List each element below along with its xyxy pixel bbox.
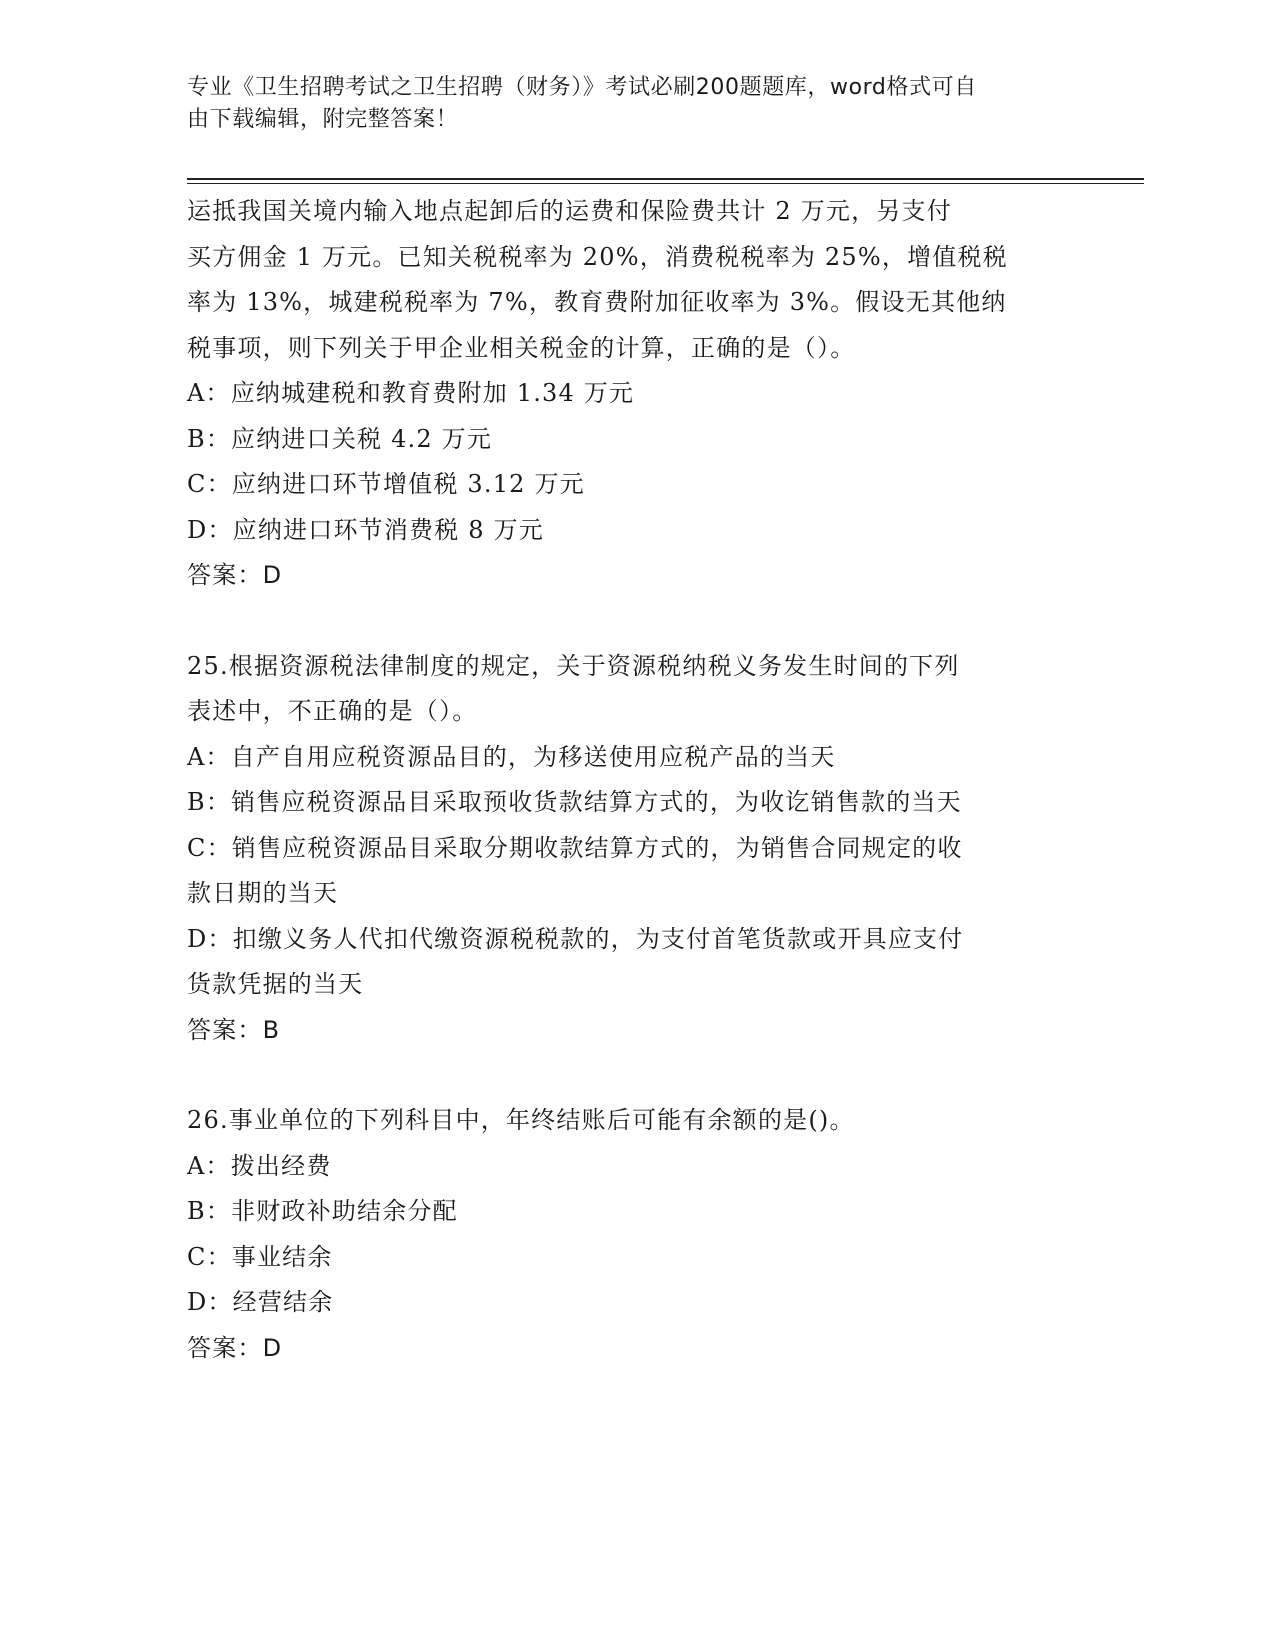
spacer xyxy=(187,599,1087,644)
option-c: C：销售应税资源品目采取分期收款结算方式的，为销售合同规定的收 xyxy=(187,833,963,862)
question-26 xyxy=(187,1098,1087,1371)
option-c: C：应纳进口环节增值税 3.12 万元 xyxy=(187,470,585,498)
spacer xyxy=(187,1053,1087,1098)
question-stem-line: 率为 13%，城建税税率为 7%，教育费附加征收率为 3%。假设无其他纳 xyxy=(187,288,1007,316)
answer-line: 答案：D xyxy=(187,561,283,589)
document-body xyxy=(187,189,1087,1371)
option-c-continued: 款日期的当天 xyxy=(187,879,339,907)
question-stem-line: 税事项，则下列关于甲企业相关税金的计算，正确的是（）。 xyxy=(187,333,856,362)
option-a: A：自产自用应税资源品目的，为移送使用应税产品的当天 xyxy=(187,742,836,771)
question-25 xyxy=(187,644,1087,1054)
option-a: A：应纳城建税和教育费附加 1.34 万元 xyxy=(187,379,635,407)
document-header xyxy=(187,72,1067,136)
question-stem-line: 运抵我国关境内输入地点起卸后的运费和保险费共计 2 万元，另支付 xyxy=(187,197,952,225)
answer-line: 答案：D xyxy=(187,1333,283,1362)
option-d: D：经营结余 xyxy=(187,1288,334,1316)
option-b: B：非财政补助结余分配 xyxy=(187,1197,458,1225)
question-stem-line: 26.事业单位的下列科目中，年终结账后可能有余额的是()。 xyxy=(187,1106,855,1134)
option-b: B：应纳进口关税 4.2 万元 xyxy=(187,424,493,453)
question-stem-line: 表述中，不正确的是（）。 xyxy=(187,697,478,725)
header-line-1: 专业《卫生招聘考试之卫生招聘（财务）》考试必刷200题题库，word格式可自 xyxy=(187,75,977,100)
option-d-continued: 货款凭据的当天 xyxy=(187,970,364,998)
question-stem-line: 25.根据资源税法律制度的规定，关于资源税纳税义务发生时间的下列 xyxy=(187,651,960,680)
header-rule-thin xyxy=(187,183,1144,184)
question-stem-line: 买方佣金 1 万元。已知关税税率为 20%，消费税税率为 25%，增值税税 xyxy=(187,242,1008,271)
option-d: D：应纳进口环节消费税 8 万元 xyxy=(187,515,544,544)
answer-line: 答案：B xyxy=(187,1015,281,1044)
header-line-2: 由下载编辑，附完整答案！ xyxy=(187,107,459,132)
option-a: A：拨出经费 xyxy=(187,1151,332,1180)
header-rule-thick xyxy=(187,178,1144,180)
option-d: D：扣缴义务人代扣代缴资源税税款的，为支付首笔货款或开具应支付 xyxy=(187,924,964,953)
question-24 xyxy=(187,189,1087,599)
option-b: B：销售应税资源品目采取预收货款结算方式的，为收讫销售款的当天 xyxy=(187,788,962,816)
option-c: C：事业结余 xyxy=(187,1242,333,1271)
